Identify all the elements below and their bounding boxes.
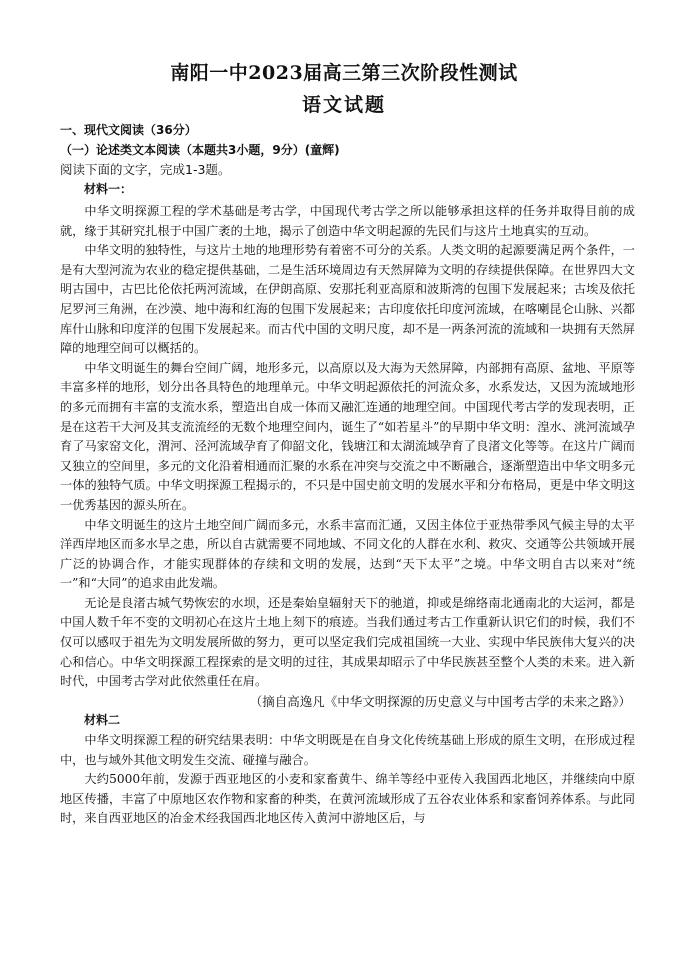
material-two-label: 材料二 bbox=[84, 713, 121, 728]
material-one-paragraph: 无论是良渚古城气势恢宏的水坝，还是秦始皇辐射天下的驰道，抑或是绵络南北通南北的大运河，都是中国人数千年不变的文明初心在这片土地上刻下的痕迹。当我们通过考古工作重新认识它们的时候，我们不仅可以感叹于祖先为文明发展所做的努力，更可以坚定我们完成祖国统一大业、实现中华民族伟大复兴的决心和信心。中华文明探源工程探索的是文明的过往，其成果却昭示了中华民族甚至整个人类的未来。进入新时代，中国考古学对此依然重任在肩。 bbox=[60, 595, 635, 689]
material-one-paragraph: 中华文明诞生的舞台空间广阔，地形多元，以高原以及大海为天然屏障，内部拥有高原、盆地、平原等丰富多样的地形，划分出各具特色的地理单元。中华文明起源依托的河流众多，水系发达，又因为流域地形的多元而拥有丰富的支流水系，塑造出自成一体而又融汇连通的地理空间。中国现代考古学的发现表明，正是在这若干大河及其支流流经的无数个地理空间内，诞生了“如若星斗”的早期中华文明：湟水、洮河流域孕育了马家窑文化，渭河、泾河流域孕育了仰韶文化，钱塘江和太湖流域孕育了良渚文化等等。在这片广阔而又独立的空间里，多元的文化沿着相通而汇聚的水系在冲突与交流之中不断融合，逐渐塑造出中华文明多元一体的独特气质。中华文明探源工程揭示的，不只是中国史前文明的发展水平和分布格局，更是中华文明这一优秀基因的源头所在。 bbox=[60, 360, 635, 512]
section-subheading: （一）论述类文本阅读（本题共3小题，9分）(童辉) bbox=[60, 142, 340, 157]
material-one-label: 材料一： bbox=[84, 181, 133, 196]
reading-instruction: 阅读下面的文字，完成1-3题。 bbox=[60, 162, 231, 178]
section-heading: 一、现代文阅读（36分） bbox=[60, 123, 197, 137]
material-two-paragraph: 大约5000年前，发源于西亚地区的小麦和家畜黄牛、绵羊等经中亚传入我国西北地区，并继续向中原地区传播，丰富了中原地区农作物和家畜的种类，在黄河流域形成了五谷农业体系和家畜饲养体系。与此同时，来自西亚地区的冶金术经我国西北地区传入黄河中游地区后，与 bbox=[60, 772, 635, 826]
material-one-body bbox=[60, 202, 635, 829]
document-subtitle: 语文试题 bbox=[301, 94, 386, 116]
material-one-source: （摘自高逸凡《中华文明探源的历史意义与中国考古学的未来之路》） bbox=[249, 693, 631, 709]
section-intro bbox=[60, 121, 635, 199]
document-title: 南阳一中2023届高三第三次阶段性测试 bbox=[170, 62, 518, 84]
material-two-paragraph: 中华文明探源工程的研究结果表明：中华文明既是在自身文化传统基础上形成的原生文明，在形成过程中，也与域外其他文明发生交流、碰撞与融合。 bbox=[60, 733, 635, 767]
material-one-paragraph: 中华文明探源工程的学术基础是考古学，中国现代考古学之所以能够承担这样的任务并取得目前的成就，缘于其研究扎根于中国广袤的土地，揭示了创造中华文明起源的先民们与这片土地真实的互动。 bbox=[60, 204, 635, 238]
material-one-paragraph: 中华文明诞生的这片土地空间广阔而多元，水系丰富而汇通，又因主体位于亚热带季风气候主导的太平洋西岸地区而多水旱之患，所以自古就需要不同地域、不同文化的人群在水利、救灾、交通等公共领域开展广泛的协调合作，才能实现群体的存续和文明的发展，达到“天下太平”之境。中华文明自古以来对“统一”和“大同”的追求由此发端。 bbox=[60, 517, 635, 591]
material-one-paragraph: 中华文明的独特性，与这片土地的地理形势有着密不可分的关系。人类文明的起源要满足两个条件，一是有大型河流为农业的稳定提供基础，二是生活环境周边有天然屏障为文明的存续提供保障。在世界四大文明古国中，古巴比伦依托两河流域，在伊朗高原、安那托利亚高原和波斯湾的包围下发展起来；古埃及依托尼罗河三角洲，在沙漠、地中海和红海的包围下发展起来；古印度依托印度河流域，在喀喇昆仑山脉、兴都库什山脉和印度洋的包围下发展起来。而古代中国的文明尺度，却不是一两条河流的流域和一块拥有天然屏障的地理空间可以概括的。 bbox=[60, 243, 635, 356]
